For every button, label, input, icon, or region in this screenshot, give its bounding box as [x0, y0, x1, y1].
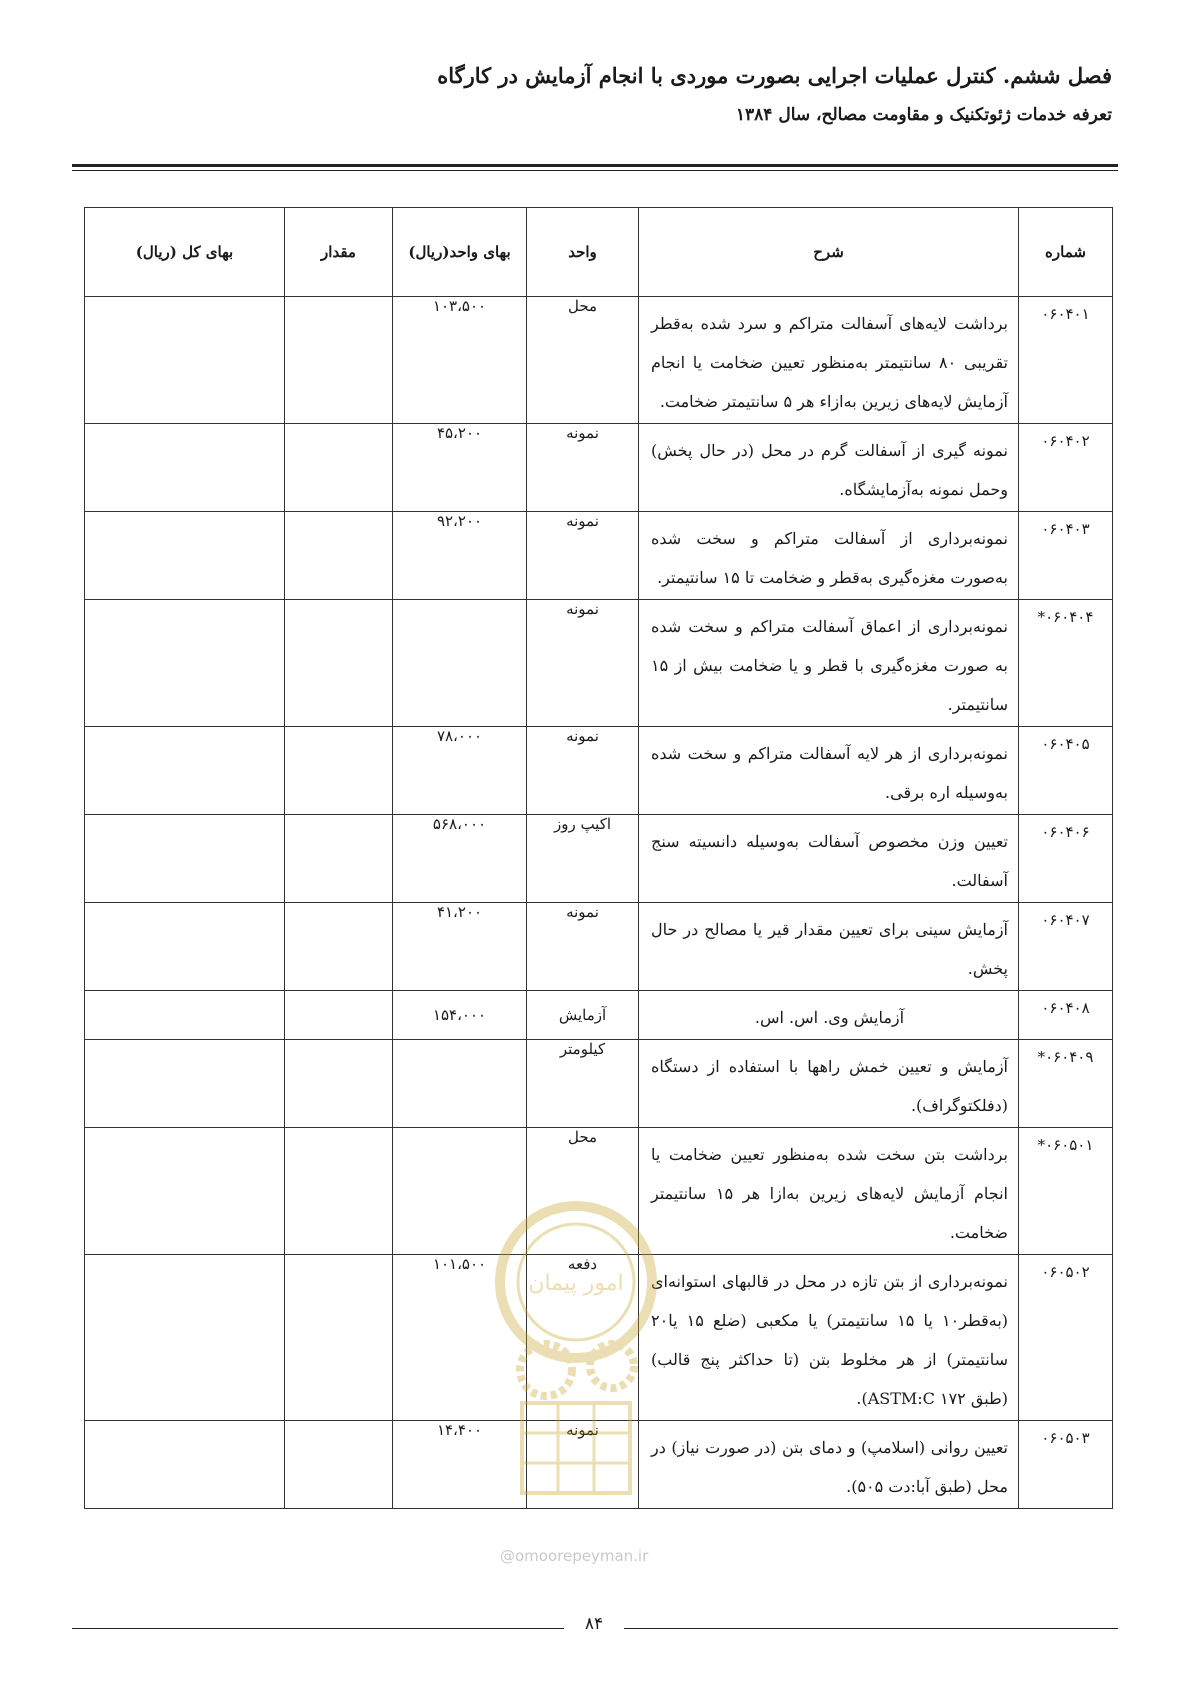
row-total-price	[85, 1421, 285, 1509]
row-unit: آزمایش	[527, 991, 639, 1040]
row-quantity	[285, 1255, 393, 1421]
row-unit-price	[393, 1040, 527, 1128]
row-total-price	[85, 1128, 285, 1255]
row-description: برداشت لایه‌های آسفالت متراکم و سرد شده به‌قطر تقریبی ۸۰ سانتیمتر به‌منظور تعیین ضخامت یا انجام آزمایش لایه‌های زیرین به‌ازاء هر ۵ سانتیمتر ضخامت.	[639, 297, 1019, 424]
row-description: نمونه‌برداری از هر لایه آسفالت متراکم و سخت شده به‌وسیله اره برقی.	[639, 727, 1019, 815]
row-number: ۰۶۰۴۰۶	[1019, 815, 1113, 903]
row-unit-price: ۱۰۳،۵۰۰	[393, 297, 527, 424]
chapter-title: فصل ششم. کنترل عملیات اجرایی بصورت موردی با انجام آزمایش در کارگاه	[437, 63, 1112, 88]
row-unit: اکیپ روز	[527, 815, 639, 903]
header-rule-thin	[72, 170, 1118, 171]
row-number: ۰۶۰۴۰۳	[1019, 512, 1113, 600]
table-body	[85, 297, 1113, 1509]
row-unit: نمونه	[527, 424, 639, 512]
row-unit-price	[393, 1128, 527, 1255]
table-row	[85, 424, 1113, 512]
row-unit-price	[393, 600, 527, 727]
row-total-price	[85, 727, 285, 815]
row-total-price	[85, 1040, 285, 1128]
table-row	[85, 815, 1113, 903]
row-total-price	[85, 600, 285, 727]
row-unit: محل	[527, 1128, 639, 1255]
row-quantity	[285, 1040, 393, 1128]
row-description: نمونه‌برداری از اعماق آسفالت متراکم و سخت شده به صورت مغزه‌گیری با قطر و یا ضخامت بیش از ۱۵ سانتیمتر.	[639, 600, 1019, 727]
row-unit-price: ۴۵،۲۰۰	[393, 424, 527, 512]
column-header-unit-price: بهای واحد(ریال)	[393, 208, 527, 297]
row-total-price	[85, 1255, 285, 1421]
row-unit-price: ۴۱،۲۰۰	[393, 903, 527, 991]
row-number: ۰۶۰۴۰۹*	[1019, 1040, 1113, 1128]
row-unit-price: ۷۸،۰۰۰	[393, 727, 527, 815]
row-description: آزمایش وی. اس. اس.	[639, 991, 1019, 1040]
row-unit: نمونه	[527, 512, 639, 600]
row-total-price	[85, 512, 285, 600]
row-unit: کیلومتر	[527, 1040, 639, 1128]
row-total-price	[85, 991, 285, 1040]
column-header-unit: واحد	[527, 208, 639, 297]
table-row	[85, 1255, 1113, 1421]
row-number: ۰۶۰۴۰۸	[1019, 991, 1113, 1040]
row-unit: دفعه	[527, 1255, 639, 1421]
column-header-quantity: مقدار	[285, 208, 393, 297]
row-quantity	[285, 1421, 393, 1509]
row-quantity	[285, 600, 393, 727]
table-header-row	[85, 208, 1113, 297]
table-row	[85, 1040, 1113, 1128]
page-header	[72, 58, 1112, 132]
row-number: ۰۶۰۴۰۷	[1019, 903, 1113, 991]
row-unit: نمونه	[527, 903, 639, 991]
footer-rule-right	[624, 1628, 1118, 1629]
row-description: نمونه‌برداری از آسفالت متراکم و سخت شده به‌صورت مغزه‌گیری به‌قطر و ضخامت تا ۱۵ سانتیمتر.	[639, 512, 1019, 600]
row-quantity	[285, 1128, 393, 1255]
row-description: آزمایش سینی برای تعیین مقدار قیر یا مصالح در حال پخش.	[639, 903, 1019, 991]
table-row	[85, 1421, 1113, 1509]
table-row	[85, 991, 1113, 1040]
row-unit-price: ۱۴،۴۰۰	[393, 1421, 527, 1509]
row-unit-price: ۱۰۱،۵۰۰	[393, 1255, 527, 1421]
row-description: نمونه گیری از آسفالت گرم در محل (در حال پخش) وحمل نمونه به‌آزمایشگاه.	[639, 424, 1019, 512]
table-row	[85, 297, 1113, 424]
table-row	[85, 600, 1113, 727]
header-rule-thick	[72, 164, 1118, 167]
page-number: ۸۴	[584, 1614, 604, 1634]
row-total-price	[85, 297, 285, 424]
column-header-number: شماره	[1019, 208, 1113, 297]
row-unit: نمونه	[527, 727, 639, 815]
row-number: ۰۶۰۵۰۳	[1019, 1421, 1113, 1509]
column-header-description: شرح	[639, 208, 1019, 297]
row-quantity	[285, 297, 393, 424]
row-quantity	[285, 815, 393, 903]
website-watermark: @omoorepeyman.ir	[500, 1547, 649, 1565]
row-unit-price: ۹۲،۲۰۰	[393, 512, 527, 600]
row-number: ۰۶۰۵۰۱*	[1019, 1128, 1113, 1255]
table-row	[85, 903, 1113, 991]
row-description: آزمایش و تعیین خمش راهها با استفاده از دستگاه (دفلکتوگراف).	[639, 1040, 1019, 1128]
row-quantity	[285, 424, 393, 512]
row-quantity	[285, 727, 393, 815]
row-total-price	[85, 903, 285, 991]
chapter-subtitle: تعرفه خدمات ژئوتکنیک و مقاومت مصالح، سال ۱۳۸۴	[735, 105, 1112, 125]
table-row	[85, 512, 1113, 600]
row-unit: نمونه	[527, 600, 639, 727]
watermark-logo-text: امور پیمان	[528, 1271, 624, 1296]
row-quantity	[285, 991, 393, 1040]
row-quantity	[285, 512, 393, 600]
row-number: ۰۶۰۴۰۵	[1019, 727, 1113, 815]
row-number: ۰۶۰۴۰۲	[1019, 424, 1113, 512]
row-total-price	[85, 815, 285, 903]
row-number: ۰۶۰۴۰۴*	[1019, 600, 1113, 727]
column-header-total-price: بهای کل (ریال)	[85, 208, 285, 297]
row-description: تعیین وزن مخصوص آسفالت به‌وسیله دانسیته سنج آسفالت.	[639, 815, 1019, 903]
row-quantity	[285, 903, 393, 991]
row-total-price	[85, 424, 285, 512]
row-description: نمونه‌برداری از بتن تازه در محل در قالبهای استوانه‌ای (به‌قطر۱۰ یا ۱۵ سانتیمتر) یا مکعبی (ضلع ۱۵ یا۲۰ سانتیمتر) از هر مخلوط بتن (تا حداکثر پنج قالب) (طبق ASTM:C ۱۷۲).	[639, 1255, 1019, 1421]
row-unit: نمونه	[527, 1421, 639, 1509]
row-number: ۰۶۰۵۰۲	[1019, 1255, 1113, 1421]
row-description: تعیین روانی (اسلامپ) و دمای بتن (در صورت نیاز) در محل (طبق آبا:دت ۵۰۵).	[639, 1421, 1019, 1509]
row-unit-price: ۵۶۸،۰۰۰	[393, 815, 527, 903]
row-unit-price: ۱۵۴،۰۰۰	[393, 991, 527, 1040]
table-row	[85, 727, 1113, 815]
table-row	[85, 1128, 1113, 1255]
row-description: برداشت بتن سخت شده به‌منظور تعیین ضخامت یا انجام آزمایش لایه‌های زیرین به‌ازا هر ۱۵ سانتیمتر ضخامت.	[639, 1128, 1019, 1255]
row-unit: محل	[527, 297, 639, 424]
footer-rule-left	[72, 1628, 564, 1629]
row-number: ۰۶۰۴۰۱	[1019, 297, 1113, 424]
tariff-table	[84, 207, 1113, 1509]
